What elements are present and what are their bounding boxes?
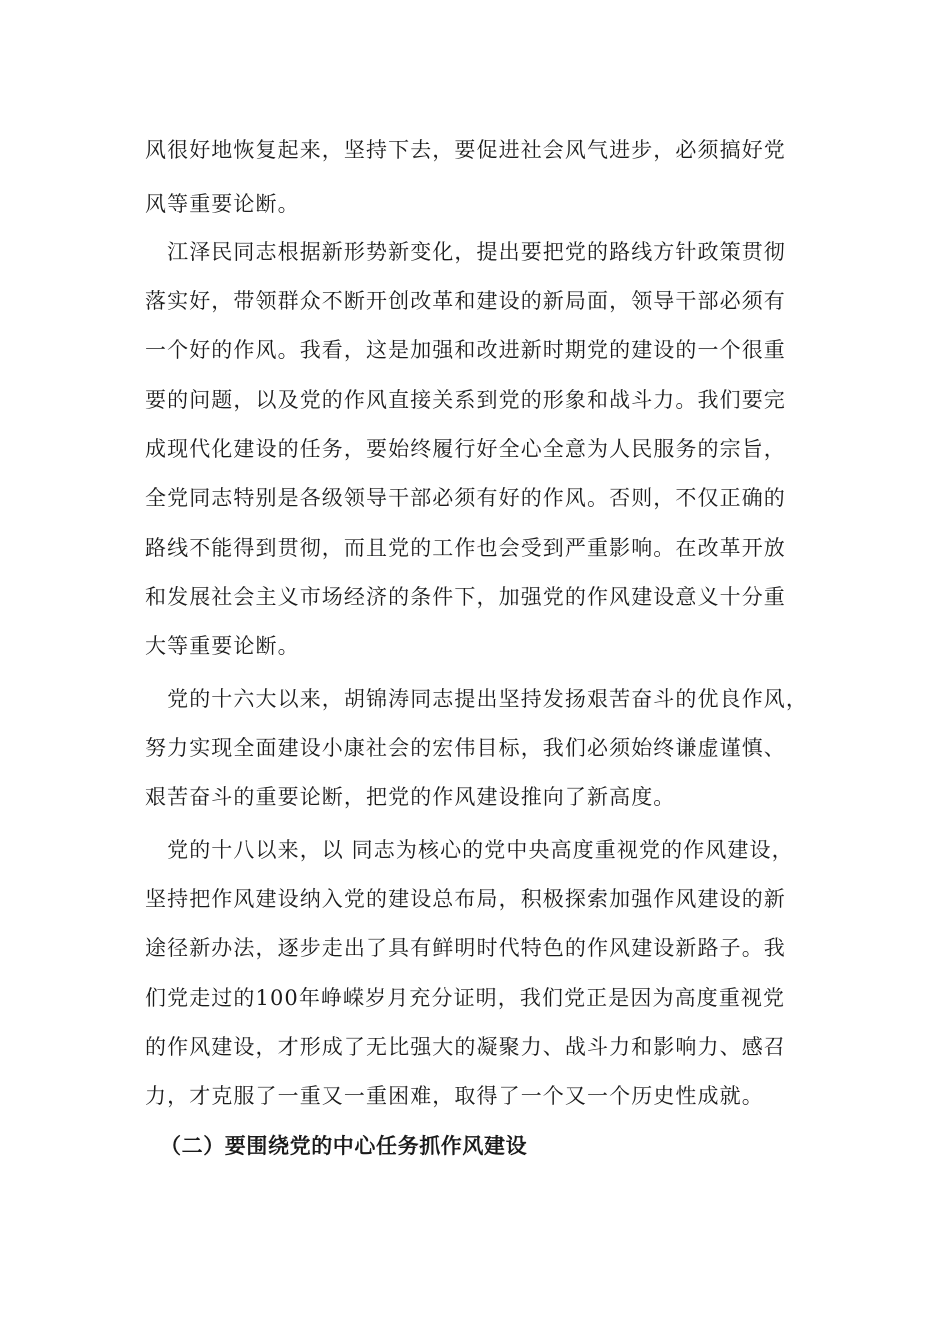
body-line: 党的十六大以来，胡锦涛同志提出坚持发扬艰苦奋斗的优良作风， (145, 687, 808, 711)
body-line: 一个好的作风。我看，这是加强和改进新时期党的建设的一个很重 (145, 338, 786, 362)
body-line: 党的十八以来，以 同志为核心的党中央高度重视党的作风建设， (145, 838, 794, 862)
body-line: 成现代化建设的任务，要始终履行好全心全意为人民服务的宗旨， (145, 437, 786, 461)
body-line: 风等重要论断。 (145, 192, 300, 216)
body-line: 和发展社会主义市场经济的条件下，加强党的作风建设意义十分重 (145, 585, 786, 609)
body-line: 们党走过的100年峥嵘岁月充分证明，我们党正是因为高度重视党 (145, 986, 786, 1010)
body-line: 路线不能得到贯彻，而且党的工作也会受到严重影响。在改革开放 (145, 536, 786, 560)
body-line: 努力实现全面建设小康社会的宏伟目标，我们必须始终谦虚谨慎、 (145, 736, 786, 760)
body-line: 力，才克服了一重又一重困难，取得了一个又一个历史性成就。 (145, 1084, 764, 1108)
body-line: 的作风建设，才形成了无比强大的凝聚力、战斗力和影响力、感召 (145, 1035, 786, 1059)
body-line: 艰苦奋斗的重要论断，把党的作风建设推向了新高度。 (145, 785, 676, 809)
body-line: 要的问题，以及党的作风直接关系到党的形象和战斗力。我们要完 (145, 388, 786, 412)
body-line: 落实好，带领群众不断开创改革和建设的新局面，领导干部必须有 (145, 289, 786, 313)
body-line: 坚持把作风建设纳入党的建设总布局，积极探索加强作风建设的新 (145, 887, 786, 911)
body-line: 风很好地恢复起来，坚持下去，要促进社会风气进步，必须搞好党 (145, 138, 786, 162)
body-line: 途径新办法，逐步走出了具有鲜明时代特色的作风建设新路子。我 (145, 936, 786, 960)
section-heading: （二）要围绕党的中心任务抓作风建设 (160, 1134, 528, 1158)
body-line: 全党同志特别是各级领导干部必须有好的作风。否则，不仅正确的 (145, 486, 786, 510)
body-line: 大等重要论断。 (145, 634, 300, 658)
body-line: 江泽民同志根据新形势新变化，提出要把党的路线方针政策贯彻 (145, 240, 786, 264)
